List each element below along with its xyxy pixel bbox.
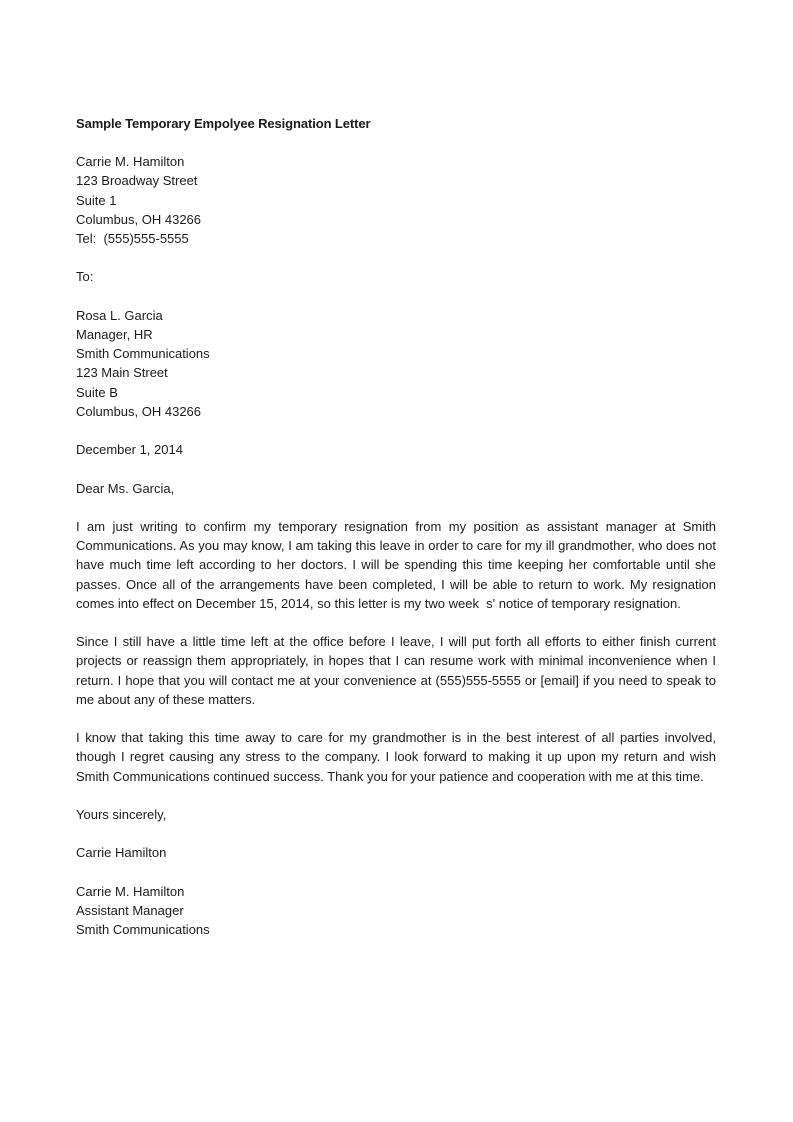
recipient-address	[76, 306, 716, 421]
letter-title: Sample Temporary Empolyee Resignation Letter	[76, 116, 371, 131]
signoff-block	[76, 882, 716, 940]
recipient-suite: Suite B	[76, 384, 118, 400]
body-paragraph-2: Since I still have a little time left at the office before I leave, I will put forth all efforts to either finish current projects or reassign them appropriately, in hopes that I can resume work with minimal inconvenience when I return. I hope that you will contact me at your convenience at (555)555-5555 or [email] if you need to speak to me about any of these matters.	[76, 634, 716, 707]
recipient-name: Rosa L. Garcia	[76, 307, 163, 323]
letter-date: December 1, 2014	[76, 442, 183, 458]
letter-page	[76, 114, 720, 959]
sender-name: Carrie M. Hamilton	[76, 154, 185, 170]
sender-address	[76, 152, 716, 248]
to-label: To:	[76, 269, 94, 285]
recipient-company: Smith Communications	[76, 346, 210, 362]
signoff-company: Smith Communications	[76, 922, 210, 938]
signoff-name: Carrie M. Hamilton	[76, 883, 185, 899]
sender-street: 123 Broadway Street	[76, 173, 198, 189]
recipient-city: Columbus, OH 43266	[76, 403, 202, 419]
closing: Yours sincerely,	[76, 806, 167, 822]
recipient-street: 123 Main Street	[76, 365, 168, 381]
recipient-title: Manager, HR	[76, 327, 153, 342]
signature: Carrie Hamilton	[76, 845, 167, 861]
body-paragraph-3: I know that taking this time away to care for my grandmother is in the best interest of all parties involved, though I regret causing any stress to the company. I look forward to making it up upon my return and wish Smith Communications continued success. Thank you for your patience and cooperation with me at this time.	[76, 730, 716, 784]
signoff-title: Assistant Manager	[76, 902, 184, 918]
sender-city: Columbus, OH 43266	[76, 211, 202, 227]
sender-tel: Tel: (555)555-5555	[76, 231, 189, 247]
body-paragraph-1: I am just writing to confirm my temporary resignation from my position as assistant manager at Smith Communications. As you may know, I am taking this leave in order to care for my ill grandmother, who does not have much time left according to her doctors. I will be spending this time keeping her comfortable until she passes. Once all of the arrangements have been completed, I will be able to return to work. My resignation comes into effect on December 15, 2014, so this letter is my two week s' notice of temporary resignation.	[76, 518, 720, 611]
salutation: Dear Ms. Garcia,	[76, 480, 175, 496]
sender-suite: Suite 1	[76, 192, 117, 208]
